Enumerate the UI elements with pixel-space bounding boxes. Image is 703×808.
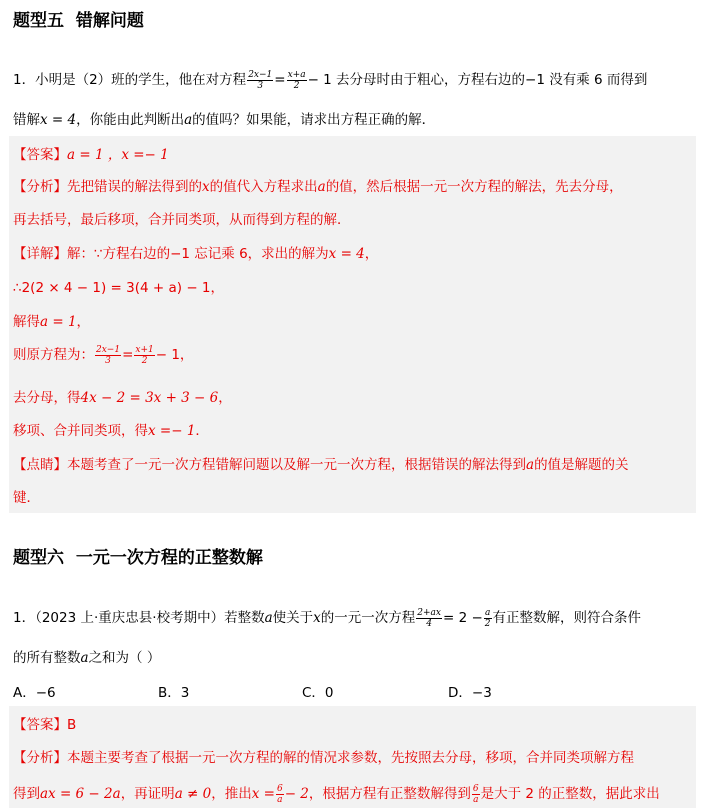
question-5-line-1 bbox=[13, 68, 647, 91]
detail-text: ． bbox=[195, 423, 209, 439]
analysis-5-line-1 bbox=[13, 175, 623, 195]
analysis-text: ，再证明 bbox=[120, 786, 175, 802]
section-title-5: 题型五 错解问题 bbox=[13, 11, 144, 31]
option-d: D．−3 bbox=[448, 685, 492, 701]
math-equation: 4x − 2 = 3x + 3 − 6 bbox=[80, 390, 219, 406]
fraction-2-plus-ax-over-4: $\frac{2+ax}{4}$ bbox=[417, 607, 441, 629]
math-var-a: a bbox=[80, 650, 89, 666]
option-c: C．0 bbox=[302, 685, 334, 701]
fraction-6-over-a: $\frac{6}{a}$ bbox=[276, 783, 283, 805]
analysis-text: 的值代入方程求出 bbox=[209, 179, 318, 195]
question-text: 之和为（ ） bbox=[88, 650, 161, 666]
detail-text: 则原方程为： bbox=[13, 347, 94, 363]
fraction-2x-1-over-3: $\frac{2x-1}{3}$ bbox=[248, 69, 273, 91]
point-5-line-2: 键． bbox=[13, 490, 40, 506]
detail-5-line-4 bbox=[13, 343, 193, 366]
question-6-line-2 bbox=[13, 646, 160, 666]
analysis-5-line-2: 再去括号，最后移项，合并同类项，从而得到方程的解． bbox=[13, 212, 351, 228]
question-text: 的值吗？如果能，请求出方程正确的解． bbox=[192, 112, 436, 128]
question-text: 错解 bbox=[13, 112, 40, 128]
analysis-text: 本题主要考查了根据一元一次方程的解的情况求参数，先按照去分母，移项，合并同类项解方程 bbox=[67, 750, 634, 766]
question-text: 的所有整数 bbox=[13, 650, 81, 666]
math-var-a: a bbox=[317, 179, 326, 195]
answer-6 bbox=[13, 713, 76, 733]
analysis-text: 先把错误的解法得到的 bbox=[67, 179, 202, 195]
detail-5-line-3 bbox=[13, 310, 90, 330]
detail-5-line-6 bbox=[13, 419, 209, 439]
math-var-a: a bbox=[526, 457, 535, 473]
analysis-tag: 【分析】 bbox=[13, 750, 67, 766]
question-text: − 1 去分母时由于粗心，方程右边的−1 没有乘 6 而得到 bbox=[307, 72, 648, 88]
math-equation: ax = 6 − 2a bbox=[40, 786, 121, 802]
point-tag: 【点睛】 bbox=[13, 457, 67, 473]
point-5-line-1 bbox=[13, 453, 629, 473]
answer-tag: 【答案】 bbox=[13, 717, 67, 733]
math-x-equals-neg-1: x =− 1 bbox=[148, 423, 196, 439]
analysis-text: 是大于 2 的正整数，据此求出 bbox=[480, 786, 660, 802]
detail-5-line-1 bbox=[13, 242, 378, 262]
detail-text: 解得 bbox=[13, 314, 40, 330]
option-a: A．−6 bbox=[13, 685, 56, 701]
math-x-equals: x = bbox=[251, 786, 275, 802]
analysis-6-line-2 bbox=[13, 782, 660, 805]
answer-value: a = 1 ，x =− 1 bbox=[67, 147, 169, 163]
question-number: 1． bbox=[13, 610, 36, 626]
fraction-x-plus-1-over-2: $\frac{x+1}{2}$ bbox=[135, 344, 154, 366]
analysis-text: 的值，然后根据一元一次方程的解法，先去分母， bbox=[325, 179, 623, 195]
fraction-a-over-2: $\frac{a}{2}$ bbox=[484, 607, 491, 629]
math-var-a: a bbox=[184, 112, 193, 128]
math-minus-2: − 2 bbox=[284, 786, 309, 802]
math-x-equals-4: x = 4 bbox=[328, 246, 365, 262]
math-var-x: x bbox=[202, 179, 210, 195]
detail-text: 移项、合并同类项，得 bbox=[13, 423, 148, 439]
section-title-6: 题型六 一元一次方程的正整数解 bbox=[13, 548, 263, 568]
question-text: 使关于 bbox=[272, 610, 314, 626]
question-text: 小明是（2）班的学生，他在对方程 bbox=[35, 72, 247, 88]
question-text: ，你能由此判断出 bbox=[76, 112, 185, 128]
detail-text: 去分母，得 bbox=[13, 390, 81, 406]
analysis-text: ，根据方程有正整数解得到 bbox=[308, 786, 471, 802]
detail-text: ， bbox=[364, 246, 379, 262]
answer-value: B bbox=[67, 717, 77, 733]
detail-text: ， bbox=[76, 314, 91, 330]
detail-tag: 【详解】 bbox=[13, 246, 67, 262]
fraction-2x-1-over-3: $\frac{2x-1}{3}$ bbox=[96, 344, 121, 366]
detail-text: − 1， bbox=[155, 347, 194, 363]
question-text: 有正整数解，则符合条件 bbox=[492, 610, 642, 626]
math-a-not-zero: a ≠ 0 bbox=[174, 786, 212, 802]
detail-5-line-5 bbox=[13, 386, 232, 406]
equals-sign: = bbox=[122, 347, 134, 363]
point-text: 的值是解题的关 bbox=[534, 457, 629, 473]
question-text: = 2 − bbox=[442, 610, 483, 626]
question-text: （2023 上·重庆忠县·校考期中）若整数 bbox=[35, 610, 265, 626]
math-var-a: a bbox=[264, 610, 273, 626]
equals-sign: = bbox=[274, 72, 286, 88]
detail-5-line-2: ∴2(2 × 4 − 1) = 3(4 + a) − 1， bbox=[13, 280, 225, 296]
math-x-equals-4: x = 4 bbox=[40, 112, 77, 128]
answer-tag: 【答案】 bbox=[13, 147, 67, 163]
detail-text: 解：∵方程右边的−1 忘记乘 6，求出的解为 bbox=[67, 246, 329, 262]
math-var-x: x bbox=[313, 610, 321, 626]
fraction-6-over-a: $\frac{6}{a}$ bbox=[472, 783, 479, 805]
analysis-text: ，推出 bbox=[211, 786, 252, 802]
question-text: 的一元一次方程 bbox=[320, 610, 416, 626]
fraction-x-plus-a-over-2: $\frac{x+a}{2}$ bbox=[287, 69, 306, 91]
answer-5 bbox=[13, 143, 169, 163]
detail-text: ， bbox=[218, 390, 232, 406]
question-6-line-1 bbox=[13, 606, 641, 629]
analysis-tag: 【分析】 bbox=[13, 179, 67, 195]
point-text: 本题考查了一元一次方程错解问题以及解一元一次方程，根据错误的解法得到 bbox=[67, 457, 526, 473]
question-5-line-2 bbox=[13, 108, 435, 128]
question-number: 1． bbox=[13, 72, 36, 88]
analysis-text: 得到 bbox=[13, 786, 40, 802]
option-b: B．3 bbox=[158, 685, 190, 701]
math-a-equals-1: a = 1 bbox=[40, 314, 77, 330]
analysis-6-line-1 bbox=[13, 746, 634, 766]
